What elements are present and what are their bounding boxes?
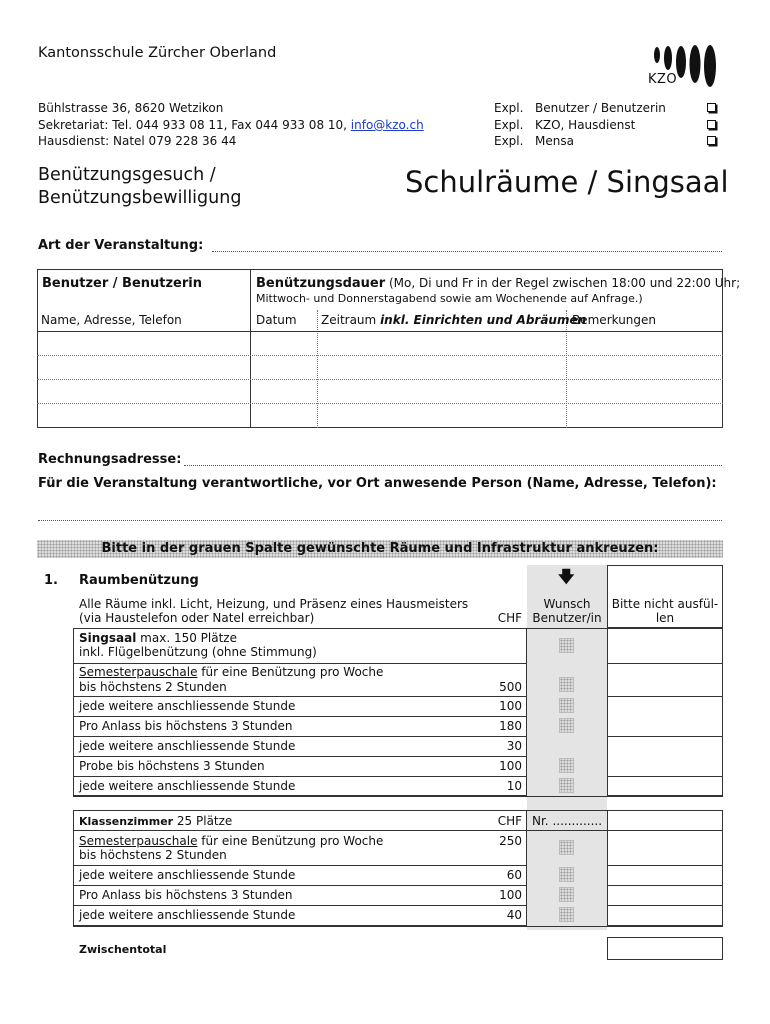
instruction-text: Bitte in der grauen Spalte gewünschte Räume und Infrastruktur ankreuzen: bbox=[101, 541, 659, 556]
klassenzimmer-chf: CHF bbox=[497, 814, 522, 828]
singsaal-row-checkbox[interactable] bbox=[559, 698, 574, 713]
klassenzimmer-row-checkbox[interactable] bbox=[559, 887, 574, 902]
arrow-down-icon: 🡇 bbox=[558, 567, 575, 586]
singsaal-row-checkbox[interactable] bbox=[559, 758, 574, 773]
duration-note-2: Mittwoch- und Donnerstagabend sowie am Wochenende auf Anfrage.) bbox=[256, 292, 643, 305]
singsaal-row-label: Semesterpauschale für eine Benützung pro Woche bbox=[79, 665, 384, 679]
singsaal-row-price: 100 bbox=[499, 699, 522, 713]
singsaal-capacity: max. 150 Plätze bbox=[140, 631, 237, 645]
copy-expl-1: Expl. bbox=[494, 101, 524, 115]
copy-expl-2: Expl. bbox=[494, 118, 524, 132]
intro-line-1: Alle Räume inkl. Licht, Heizung, und Präsenz eines Hausmeisters bbox=[79, 597, 469, 611]
logo-text: KZO bbox=[648, 72, 678, 87]
sub-period-header: Zeitraum inkl. Einrichten und Abräumen bbox=[321, 313, 587, 327]
klassenzimmer-row-label-2: bis höchstens 2 Stunden bbox=[79, 848, 227, 862]
singsaal-note: inkl. Flügelbenützung (ohne Stimmung) bbox=[79, 645, 317, 659]
email-link[interactable]: info@kzo.ch bbox=[350, 118, 424, 132]
form-title-1: Benützungsgesuch / bbox=[38, 165, 216, 185]
singsaal-row-checkbox[interactable] bbox=[559, 677, 574, 692]
klassenzimmer-row-label: Semesterpauschale für eine Benützung pro Woche bbox=[79, 834, 384, 848]
singsaal-row-label: Pro Anlass bis höchstens 3 Stunden bbox=[79, 719, 293, 733]
wunsch-header-2: Benutzer/in bbox=[532, 611, 602, 625]
klassenzimmer-row-checkbox[interactable] bbox=[559, 907, 574, 922]
klassenzimmer-row-price: 40 bbox=[506, 908, 522, 922]
klassenzimmer-row-price: 60 bbox=[506, 868, 522, 882]
event-type-field[interactable] bbox=[212, 250, 722, 252]
singsaal-checkbox[interactable] bbox=[559, 638, 574, 653]
duration-title: Benützungsdauer bbox=[256, 276, 386, 291]
subtotal-field[interactable] bbox=[607, 937, 723, 960]
singsaal-row-label: Probe bis höchstens 3 Stunden bbox=[79, 759, 265, 773]
singsaal-office-block bbox=[607, 628, 723, 796]
copy-label-mensa: Mensa bbox=[535, 134, 574, 148]
chf-header: CHF bbox=[497, 611, 522, 625]
klassenzimmer-name: Klassenzimmer bbox=[79, 815, 174, 828]
singsaal-row-checkbox[interactable] bbox=[559, 718, 574, 733]
user-col-title: Benutzer / Benutzerin bbox=[42, 276, 202, 291]
office-header-1: Bitte nicht ausfül- bbox=[611, 597, 719, 611]
office-header-2: len bbox=[655, 611, 675, 625]
school-name: Kantonsschule Zürcher Oberland bbox=[38, 45, 277, 61]
klassenzimmer-row-label: jede weitere anschliessende Stunde bbox=[79, 868, 296, 882]
copy-checkbox-kzo[interactable] bbox=[707, 120, 716, 129]
user-entry-cells[interactable] bbox=[38, 332, 250, 427]
singsaal-row-label: jede weitere anschliessende Stunde bbox=[79, 779, 296, 793]
sub-remarks-header: Bemerkungen bbox=[572, 313, 657, 327]
singsaal-row-price: 100 bbox=[499, 759, 522, 773]
klassenzimmer-row-price: 250 bbox=[499, 834, 522, 848]
singsaal-row-checkbox[interactable] bbox=[559, 778, 574, 793]
sub-name-header: Name, Adresse, Telefon bbox=[41, 313, 182, 327]
singsaal-row-price: 30 bbox=[506, 739, 522, 753]
room-number-field[interactable]: Nr. ............. bbox=[532, 814, 603, 828]
singsaal-title bbox=[79, 631, 237, 646]
billing-label: Rechnungsadresse: bbox=[38, 452, 182, 467]
copy-checkbox-user[interactable] bbox=[707, 103, 716, 112]
duration-entry-cells[interactable] bbox=[251, 332, 723, 427]
contact-line bbox=[38, 118, 424, 133]
klassenzimmer-office-block bbox=[607, 810, 723, 926]
klassenzimmer-row-label: jede weitere anschliessende Stunde bbox=[79, 908, 296, 922]
klassenzimmer-row-checkbox[interactable] bbox=[559, 867, 574, 882]
singsaal-name: Singsaal bbox=[79, 631, 137, 645]
responsible-label: Für die Veranstaltung verantwortliche, vor Ort anwesende Person (Name, Adresse, Telefon): bbox=[38, 476, 717, 491]
event-type-label: Art der Veranstaltung: bbox=[38, 238, 204, 253]
singsaal-row-label: jede weitere anschliessende Stunde bbox=[79, 699, 296, 713]
billing-field[interactable] bbox=[184, 464, 722, 466]
singsaal-row-price: 180 bbox=[499, 719, 522, 733]
klassenzimmer-row-label: Pro Anlass bis höchstens 3 Stunden bbox=[79, 888, 293, 902]
address: Bühlstrasse 36, 8620 Wetzikon bbox=[38, 101, 224, 115]
form-title-2: Benützungsbewilligung bbox=[38, 188, 242, 208]
office-header-box bbox=[607, 565, 723, 595]
sub-date-header: Datum bbox=[256, 313, 297, 327]
copy-checkbox-mensa[interactable] bbox=[707, 136, 716, 145]
duration-note-1: (Mo, Di und Fr in der Regel zwischen 18:00 und 22:00 Uhr; bbox=[388, 276, 741, 290]
kzo-logo bbox=[648, 44, 720, 88]
singsaal-row-price: 500 bbox=[499, 680, 522, 694]
section-number: 1. bbox=[44, 573, 58, 588]
singsaal-row-price: 10 bbox=[506, 779, 522, 793]
caretaker-phone: Hausdienst: Natel 079 228 36 44 bbox=[38, 134, 237, 148]
section-title: Raumbenützung bbox=[79, 573, 199, 588]
intro-line-2: (via Haustelefon oder Natel erreichbar) bbox=[79, 611, 315, 625]
klassenzimmer-capacity: 25 Plätze bbox=[176, 814, 233, 828]
copy-label-user: Benutzer / Benutzerin bbox=[535, 101, 666, 115]
duration-header bbox=[256, 276, 740, 291]
subtotal-label: Zwischentotal bbox=[79, 943, 167, 956]
singsaal-row-label: jede weitere anschliessende Stunde bbox=[79, 739, 296, 753]
contact-text: Sekretariat: Tel. 044 933 08 11, Fax 044 933 08 10, bbox=[38, 118, 351, 132]
page-title: Schulräume / Singsaal bbox=[405, 165, 729, 199]
responsible-field[interactable] bbox=[38, 519, 722, 521]
singsaal-row-label-2: bis höchstens 2 Stunden bbox=[79, 680, 227, 694]
klassenzimmer-row-checkbox[interactable] bbox=[559, 840, 574, 855]
wunsch-header-1: Wunsch bbox=[543, 597, 591, 611]
klassenzimmer-row-price: 100 bbox=[499, 888, 522, 902]
copy-expl-3: Expl. bbox=[494, 134, 524, 148]
klassenzimmer-title bbox=[79, 814, 232, 829]
copy-label-kzo: KZO, Hausdienst bbox=[535, 118, 636, 132]
